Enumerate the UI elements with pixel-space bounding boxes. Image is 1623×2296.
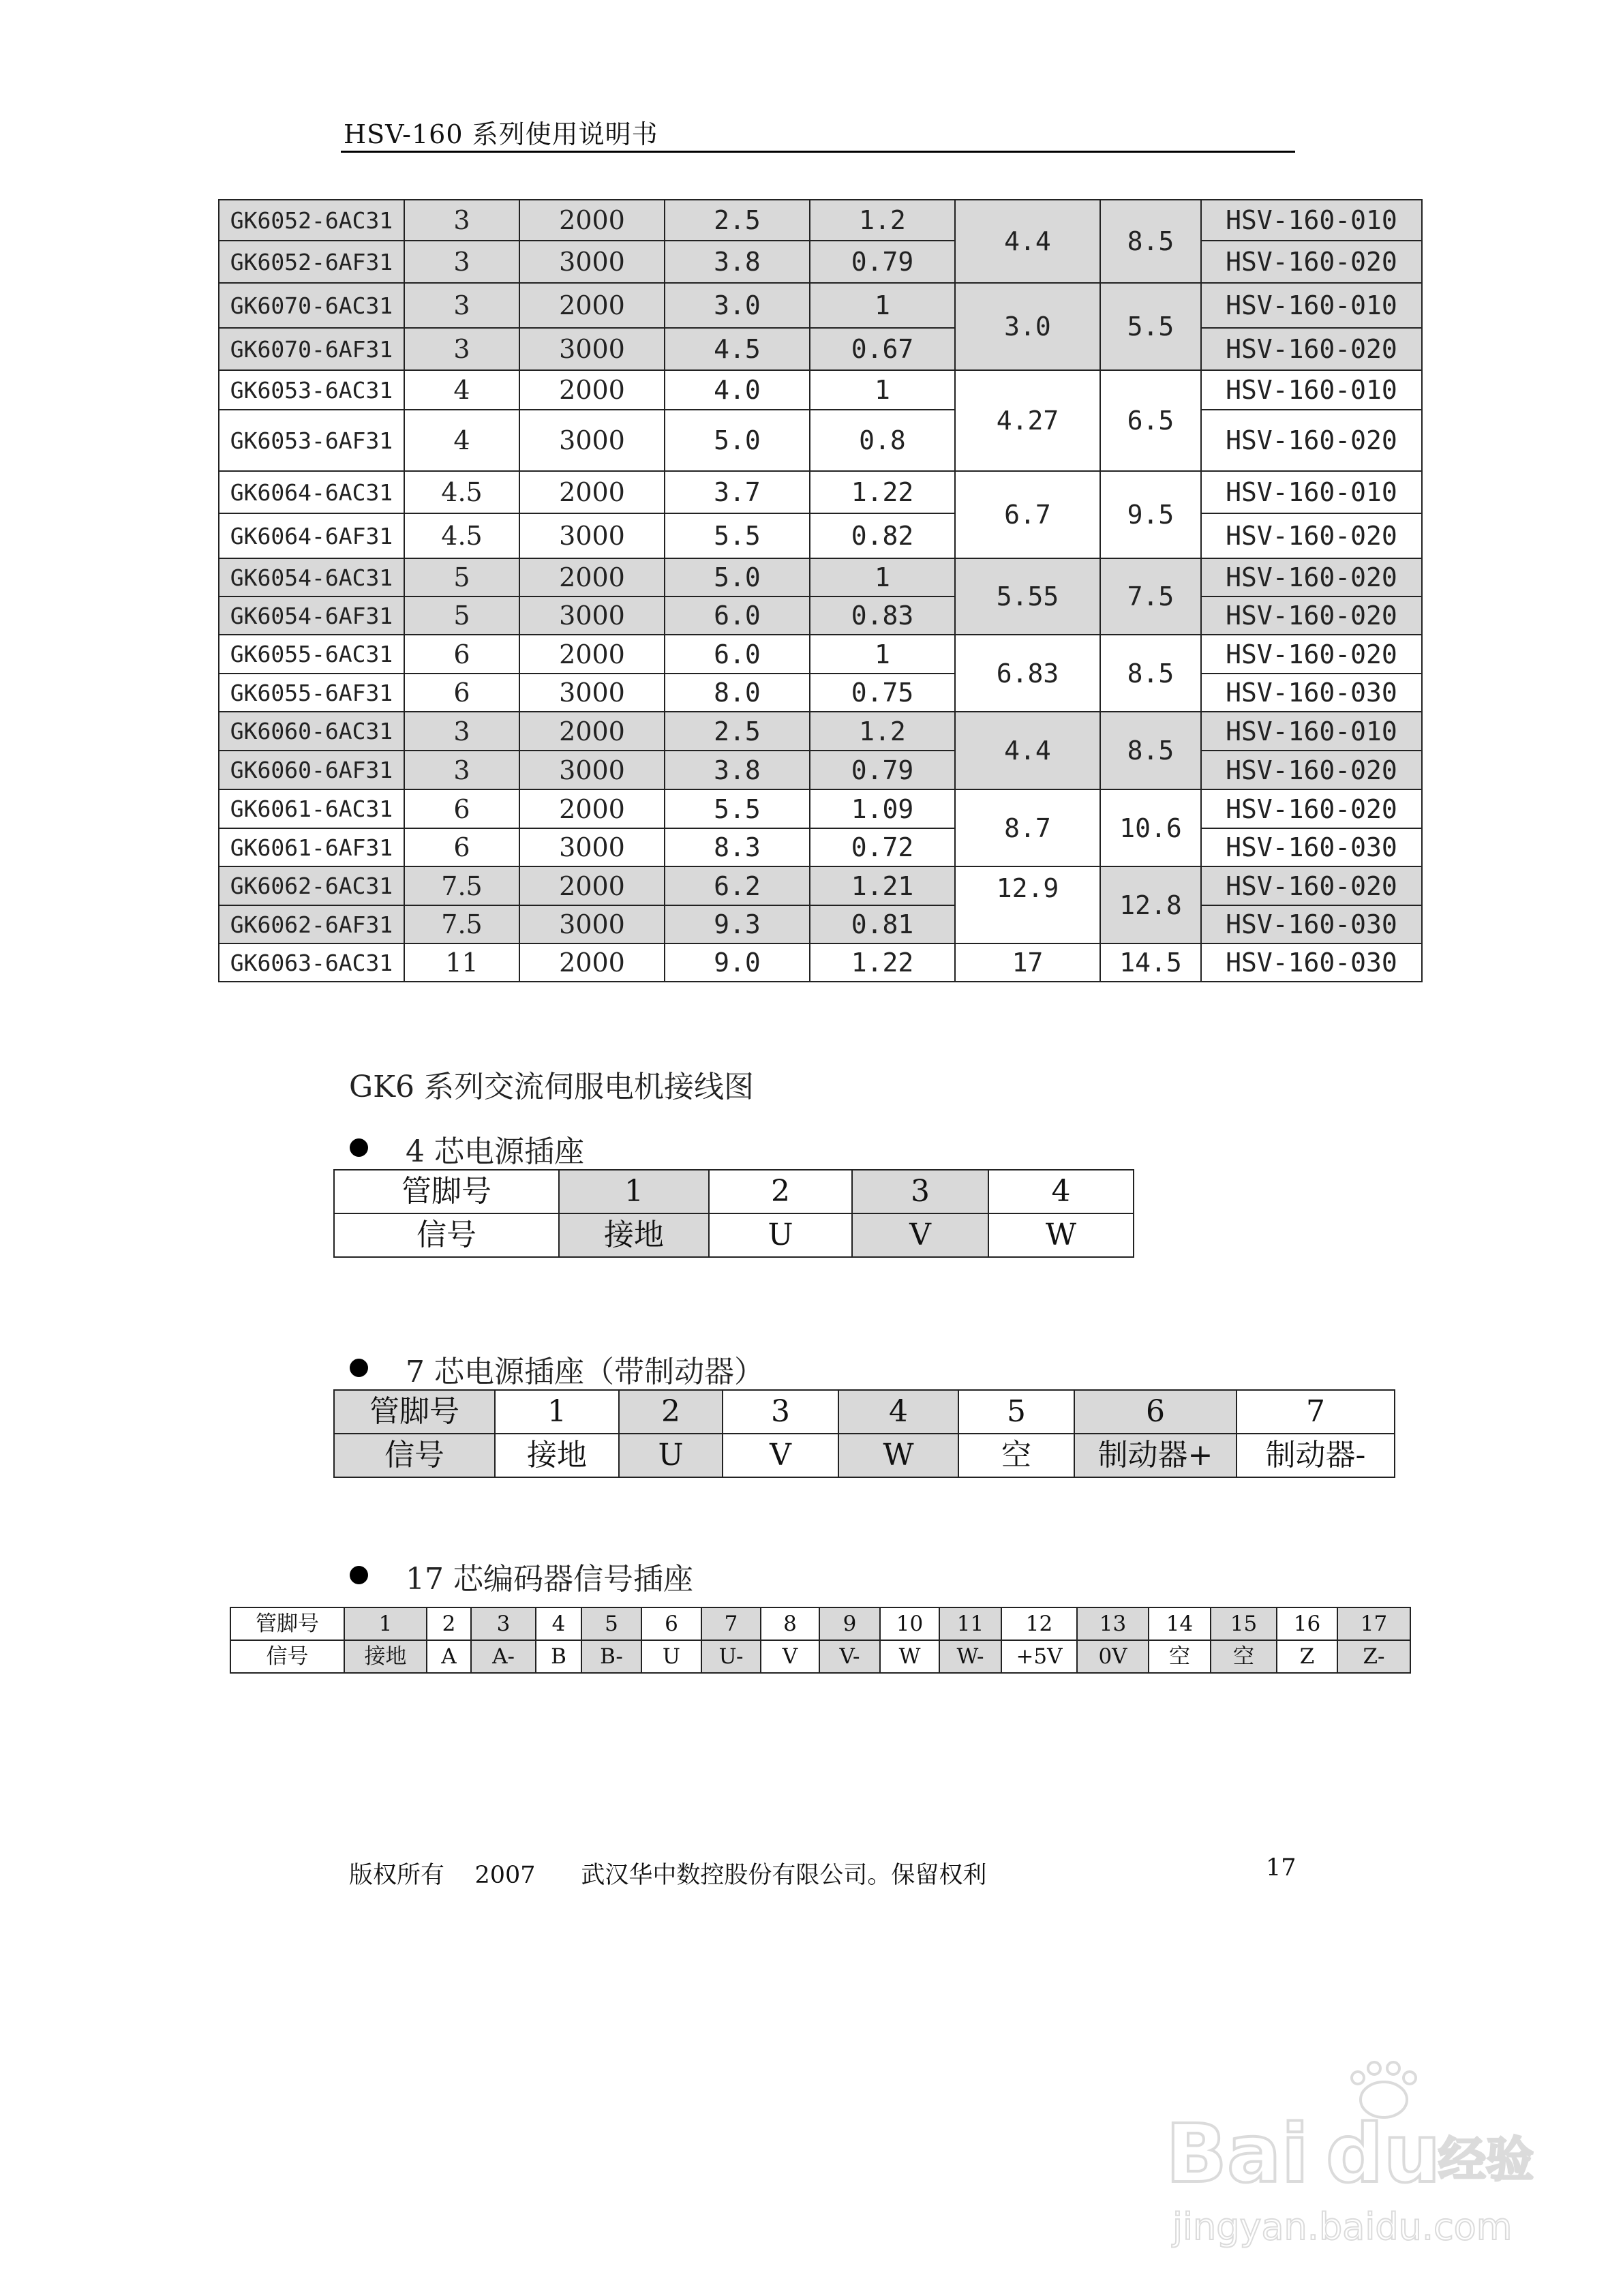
merged-value-cell: 10.6: [1100, 789, 1201, 866]
pin-row: [334, 1170, 1134, 1213]
bullet-icon: [350, 1359, 368, 1377]
table-row: [219, 943, 1422, 982]
value-cell: 6.0: [665, 596, 810, 635]
signal-cell: 0V: [1077, 1640, 1149, 1673]
drive-cell: HSV-160-020: [1201, 635, 1422, 674]
value-cell: 6.2: [665, 866, 810, 905]
table-row: [219, 370, 1422, 410]
merged-value-cell: 5.5: [1100, 283, 1201, 370]
drive-cell: HSV-160-030: [1201, 828, 1422, 866]
socket7-title: 7 芯电源插座（带制动器）: [406, 1355, 764, 1389]
model-cell: GK6061-6AC31: [219, 789, 404, 828]
table-row: [219, 200, 1422, 241]
value-cell: 3000: [519, 751, 665, 789]
signal-cell: Z-: [1337, 1640, 1410, 1673]
pin-cell: 13: [1077, 1607, 1149, 1640]
pin-cell: 5: [958, 1390, 1074, 1434]
table-row: [219, 513, 1422, 558]
value-cell: 3000: [519, 674, 665, 712]
merged-value-cell: 4.4: [955, 200, 1100, 283]
pin-cell: 17: [1337, 1607, 1410, 1640]
signal-cell: +5V: [1001, 1640, 1077, 1673]
value-cell: 1.09: [810, 789, 955, 828]
value-cell: 2000: [519, 200, 665, 241]
pin-cell: 12: [1001, 1607, 1077, 1640]
merged-value-cell: 8.5: [1100, 200, 1201, 283]
pin-cell: 3: [471, 1607, 536, 1640]
merged-value-cell: 8.5: [1100, 635, 1201, 712]
signal-cell: 制动器+: [1074, 1434, 1237, 1477]
signal-cell: 空: [958, 1434, 1074, 1477]
signal-cell: W: [988, 1213, 1134, 1257]
value-cell: 5.5: [665, 513, 810, 558]
table-row: [219, 596, 1422, 635]
signal-cell: V-: [819, 1640, 880, 1673]
value-cell: 2000: [519, 370, 665, 410]
pin-cell: 7: [1237, 1390, 1395, 1434]
model-cell: GK6070-6AF31: [219, 328, 404, 370]
pin-cell: 2: [427, 1607, 471, 1640]
signal-cell: W: [838, 1434, 958, 1477]
pin-cell: 14: [1149, 1607, 1211, 1640]
drive-cell: HSV-160-020: [1201, 513, 1422, 558]
signal-cell: Z: [1277, 1640, 1337, 1673]
value-cell: 3: [404, 241, 519, 283]
value-cell: 3000: [519, 905, 665, 943]
signal-cell: V: [761, 1640, 819, 1673]
signal-cell: 制动器-: [1237, 1434, 1395, 1477]
page-number: 17: [1266, 1854, 1296, 1882]
merged-value-cell: 14.5: [1100, 943, 1201, 982]
merged-value-cell: 12.9: [955, 866, 1100, 943]
drive-cell: HSV-160-020: [1201, 410, 1422, 471]
value-cell: 4: [404, 370, 519, 410]
table-row: [219, 558, 1422, 596]
table-row: [219, 410, 1422, 471]
value-cell: 5: [404, 596, 519, 635]
value-cell: 3000: [519, 241, 665, 283]
value-cell: 3.7: [665, 471, 810, 513]
value-cell: 3.8: [665, 751, 810, 789]
value-cell: 0.82: [810, 513, 955, 558]
baidu-watermark-logo: [1159, 2052, 1541, 2256]
svg-text:jingyan.baidu.com: jingyan.baidu.com: [1172, 2205, 1513, 2248]
copyright-footer: 版权所有 2007 武汉华中数控股份有限公司。保留权利: [349, 1862, 987, 1889]
drive-cell: HSV-160-020: [1201, 751, 1422, 789]
pin-cell: 1: [344, 1607, 427, 1640]
pin-cell: 16: [1277, 1607, 1337, 1640]
signal-label-cell: 信号: [334, 1434, 495, 1477]
pin-cell: 2: [619, 1390, 723, 1434]
value-cell: 9.0: [665, 943, 810, 982]
value-cell: 4: [404, 410, 519, 471]
pin-cell: 15: [1211, 1607, 1277, 1640]
value-cell: 2000: [519, 471, 665, 513]
pin-label-cell: 管脚号: [334, 1390, 495, 1434]
merged-value-cell: 12.8: [1100, 866, 1201, 943]
merged-value-cell: 4.27: [955, 370, 1100, 471]
value-cell: 2.5: [665, 200, 810, 241]
drive-cell: HSV-160-010: [1201, 712, 1422, 751]
value-cell: 1: [810, 635, 955, 674]
signal-cell: 接地: [495, 1434, 619, 1477]
value-cell: 3: [404, 712, 519, 751]
value-cell: 9.3: [665, 905, 810, 943]
value-cell: 5.0: [665, 410, 810, 471]
value-cell: 3: [404, 328, 519, 370]
signal-cell: B-: [581, 1640, 641, 1673]
svg-text:du: du: [1326, 2106, 1441, 2201]
value-cell: 3: [404, 283, 519, 328]
value-cell: 6: [404, 674, 519, 712]
pin-cell: 9: [819, 1607, 880, 1640]
value-cell: 3000: [519, 410, 665, 471]
model-cell: GK6062-6AF31: [219, 905, 404, 943]
table-row: [219, 328, 1422, 370]
merged-value-cell: 7.5: [1100, 558, 1201, 635]
table-row: [219, 241, 1422, 283]
value-cell: 0.83: [810, 596, 955, 635]
value-cell: 0.75: [810, 674, 955, 712]
value-cell: 2000: [519, 943, 665, 982]
value-cell: 0.79: [810, 241, 955, 283]
drive-cell: HSV-160-010: [1201, 283, 1422, 328]
model-cell: GK6055-6AC31: [219, 635, 404, 674]
pin-cell: 3: [852, 1170, 988, 1213]
value-cell: 5: [404, 558, 519, 596]
pin-cell: 1: [495, 1390, 619, 1434]
table-row: [219, 712, 1422, 751]
drive-cell: HSV-160-030: [1201, 905, 1422, 943]
value-cell: 3.0: [665, 283, 810, 328]
signal-cell: A-: [471, 1640, 536, 1673]
value-cell: 1.22: [810, 943, 955, 982]
signal-cell: 空: [1211, 1640, 1277, 1673]
signal-cell: B: [536, 1640, 581, 1673]
socket4-title: 4 芯电源插座: [406, 1134, 584, 1169]
value-cell: 0.79: [810, 751, 955, 789]
value-cell: 1: [810, 558, 955, 596]
document-header: HSV-160 系列使用说明书: [344, 119, 658, 149]
pin-label-cell: 管脚号: [334, 1170, 559, 1213]
merged-value-cell: 8.7: [955, 789, 1100, 866]
signal-cell: A: [427, 1640, 471, 1673]
drive-cell: HSV-160-020: [1201, 789, 1422, 828]
value-cell: 5.0: [665, 558, 810, 596]
value-cell: 2000: [519, 635, 665, 674]
merged-value-cell: 6.83: [955, 635, 1100, 712]
table-row: [219, 751, 1422, 789]
signal-cell: 接地: [559, 1213, 709, 1257]
value-cell: 8.3: [665, 828, 810, 866]
model-cell: GK6054-6AF31: [219, 596, 404, 635]
socket17-table: [230, 1607, 1411, 1674]
merged-value-cell: 5.55: [955, 558, 1100, 635]
signal-cell: 接地: [344, 1640, 427, 1673]
value-cell: 3000: [519, 513, 665, 558]
merged-value-cell: 8.5: [1100, 712, 1201, 789]
value-cell: 1.2: [810, 200, 955, 241]
model-cell: GK6064-6AF31: [219, 513, 404, 558]
pin-cell: 1: [559, 1170, 709, 1213]
signal-row: [230, 1640, 1410, 1673]
value-cell: 6.0: [665, 635, 810, 674]
merged-value-cell: 6.5: [1100, 370, 1201, 471]
model-cell: GK6063-6AC31: [219, 943, 404, 982]
value-cell: 4.5: [404, 471, 519, 513]
value-cell: 5.5: [665, 789, 810, 828]
drive-cell: HSV-160-030: [1201, 943, 1422, 982]
table-row: [219, 789, 1422, 828]
pin-cell: 2: [709, 1170, 852, 1213]
table-row: [219, 828, 1422, 866]
model-cell: GK6053-6AC31: [219, 370, 404, 410]
value-cell: 0.67: [810, 328, 955, 370]
value-cell: 6: [404, 789, 519, 828]
drive-cell: HSV-160-030: [1201, 674, 1422, 712]
signal-cell: 空: [1149, 1640, 1211, 1673]
value-cell: 2000: [519, 558, 665, 596]
model-cell: GK6052-6AF31: [219, 241, 404, 283]
value-cell: 0.8: [810, 410, 955, 471]
drive-cell: HSV-160-020: [1201, 328, 1422, 370]
table-row: [219, 905, 1422, 943]
value-cell: 7.5: [404, 866, 519, 905]
value-cell: 7.5: [404, 905, 519, 943]
drive-cell: HSV-160-010: [1201, 370, 1422, 410]
signal-row: [334, 1434, 1395, 1477]
motor-spec-table: [218, 199, 1423, 982]
pin-cell: 3: [723, 1390, 838, 1434]
drive-cell: HSV-160-010: [1201, 471, 1422, 513]
value-cell: 2000: [519, 712, 665, 751]
model-cell: GK6062-6AC31: [219, 866, 404, 905]
wiring-section-title: GK6 系列交流伺服电机接线图: [349, 1070, 754, 1104]
value-cell: 3: [404, 200, 519, 241]
signal-label-cell: 信号: [230, 1640, 344, 1673]
value-cell: 1.21: [810, 866, 955, 905]
pin-cell: 4: [838, 1390, 958, 1434]
value-cell: 0.81: [810, 905, 955, 943]
value-cell: 11: [404, 943, 519, 982]
value-cell: 8.0: [665, 674, 810, 712]
pin-row: [230, 1607, 1410, 1640]
model-cell: GK6054-6AC31: [219, 558, 404, 596]
value-cell: 6: [404, 828, 519, 866]
drive-cell: HSV-160-020: [1201, 596, 1422, 635]
value-cell: 2000: [519, 283, 665, 328]
model-cell: GK6053-6AF31: [219, 410, 404, 471]
svg-text:Bai: Bai: [1166, 2106, 1309, 2201]
drive-cell: HSV-160-020: [1201, 866, 1422, 905]
value-cell: 6: [404, 635, 519, 674]
signal-cell: U-: [701, 1640, 761, 1673]
value-cell: 1.22: [810, 471, 955, 513]
value-cell: 3000: [519, 596, 665, 635]
pin-cell: 7: [701, 1607, 761, 1640]
svg-text:经验: 经验: [1438, 2132, 1534, 2188]
value-cell: 2000: [519, 789, 665, 828]
drive-cell: HSV-160-020: [1201, 558, 1422, 596]
merged-value-cell: 6.7: [955, 471, 1100, 558]
value-cell: 1: [810, 283, 955, 328]
signal-cell: U: [619, 1434, 723, 1477]
table-row: [219, 635, 1422, 674]
value-cell: 3000: [519, 828, 665, 866]
socket7-table: [333, 1389, 1395, 1478]
socket17-title: 17 芯编码器信号插座: [406, 1562, 693, 1597]
signal-label-cell: 信号: [334, 1213, 559, 1257]
pin-cell: 10: [880, 1607, 939, 1640]
pin-label-cell: 管脚号: [230, 1607, 344, 1640]
socket4-table: [333, 1169, 1134, 1258]
model-cell: GK6060-6AC31: [219, 712, 404, 751]
value-cell: 1.2: [810, 712, 955, 751]
value-cell: 3000: [519, 328, 665, 370]
value-cell: 3.8: [665, 241, 810, 283]
merged-value-cell: 3.0: [955, 283, 1100, 370]
bullet-icon: [350, 1138, 368, 1157]
signal-cell: W: [880, 1640, 939, 1673]
model-cell: GK6064-6AC31: [219, 471, 404, 513]
pin-cell: 6: [1074, 1390, 1237, 1434]
value-cell: 4.5: [665, 328, 810, 370]
signal-cell: U: [641, 1640, 701, 1673]
pin-row: [334, 1390, 1395, 1434]
value-cell: 4.5: [404, 513, 519, 558]
signal-row: [334, 1213, 1134, 1257]
merged-value-cell: 17: [955, 943, 1100, 982]
value-cell: 3: [404, 751, 519, 789]
drive-cell: HSV-160-020: [1201, 241, 1422, 283]
signal-cell: W-: [939, 1640, 1001, 1673]
table-row: [219, 674, 1422, 712]
value-cell: 2.5: [665, 712, 810, 751]
model-cell: GK6070-6AC31: [219, 283, 404, 328]
table-row: [219, 471, 1422, 513]
signal-cell: V: [723, 1434, 838, 1477]
value-cell: 2000: [519, 866, 665, 905]
signal-cell: V: [852, 1213, 988, 1257]
model-cell: GK6060-6AF31: [219, 751, 404, 789]
model-cell: GK6052-6AC31: [219, 200, 404, 241]
bullet-icon: [350, 1566, 368, 1584]
pin-cell: 11: [939, 1607, 1001, 1640]
pin-cell: 5: [581, 1607, 641, 1640]
header-rule: [341, 151, 1295, 153]
pin-cell: 4: [988, 1170, 1134, 1213]
value-cell: 4.0: [665, 370, 810, 410]
model-cell: GK6061-6AF31: [219, 828, 404, 866]
value-cell: 0.72: [810, 828, 955, 866]
drive-cell: HSV-160-010: [1201, 200, 1422, 241]
model-cell: GK6055-6AF31: [219, 674, 404, 712]
pin-cell: 4: [536, 1607, 581, 1640]
table-row: [219, 866, 1422, 905]
signal-cell: U: [709, 1213, 852, 1257]
table-row: [219, 283, 1422, 328]
value-cell: 1: [810, 370, 955, 410]
merged-value-cell: 9.5: [1100, 471, 1201, 558]
pin-cell: 8: [761, 1607, 819, 1640]
merged-value-cell: 4.4: [955, 712, 1100, 789]
pin-cell: 6: [641, 1607, 701, 1640]
